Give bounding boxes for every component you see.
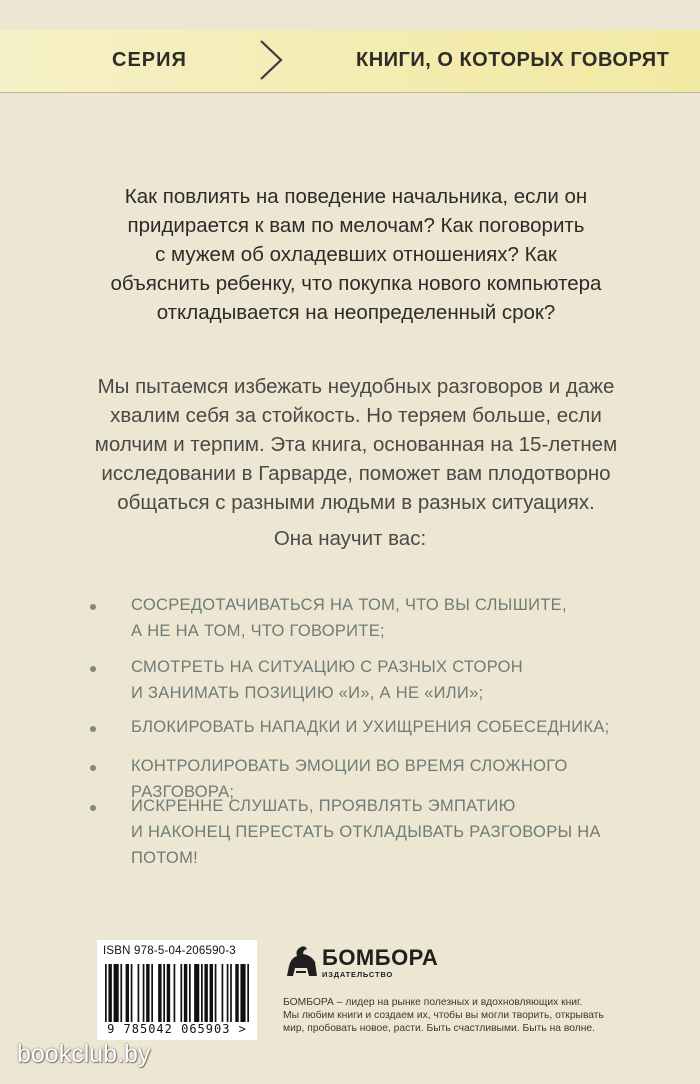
bullet-line: СМОТРЕТЬ НА СИТУАЦИЮ С РАЗНЫХ СТОРОН [131,658,523,676]
body-line: общаться с разными людьми в разных ситуациях. [117,491,595,514]
publisher-description-line: Мы любим книги и создаем их, чтобы вы могли творить, открывать [283,1010,604,1022]
body-line: молчим и терпим. Эта книга, основанная на 15-летнем [94,433,618,456]
lead-line: откладывается на неопределенный срок? [156,301,556,324]
body-line: Мы пытаемся избежать неудобных разговоров и даже [97,375,615,398]
bullet-dot-icon [90,805,96,811]
chevron-right-icon [255,38,285,82]
bullet-line: СОСРЕДОТАЧИВАТЬСЯ НА ТОМ, ЧТО ВЫ СЛЫШИТЕ, [131,596,567,614]
publisher-name: БОМБОРА [322,945,439,970]
lead-line: придирается к вам по мелочам? Как поговорить [127,214,585,237]
bullet-line: И НАКОНЕЦ ПЕРЕСТАТЬ ОТКЛАДЫВАТЬ РАЗГОВОРЫ НА ПОТОМ! [131,823,601,867]
publisher-description-line: мир, пробовать новое, расти. Быть счастливыми. Быть на волне. [283,1023,596,1035]
isbn-label: ISBN 978-5-04-206590-3 [103,945,236,957]
publisher-description-line: БОМБОРА – лидер на рынке полезных и вдохновляющих книг. [283,997,583,1008]
publisher-subtitle: ИЗДАТЕЛЬСТВО [322,970,393,979]
bombora-logo-icon [283,944,319,978]
body-paragraph [86,372,626,517]
lead-line: объяснить ребенку, что покупка нового компьютера [110,272,602,295]
barcode-icon [105,964,249,1022]
barcode-digits: 9 785042 065903 > [107,1022,247,1036]
watermark: bookclub.by [17,1040,151,1068]
bullet-dot-icon [90,604,96,610]
body-line: хвалим себя за стойкость. Но теряем больше, если [110,404,602,427]
bullet-line: А НЕ НА ТОМ, ЧТО ГОВОРИТЕ; [131,622,385,640]
bullet-item [131,654,651,706]
bullet-item [131,793,651,871]
lead-line: с мужем об охладевших отношениях? Как [155,243,557,266]
series-title: КНИГИ, О КОТОРЫХ ГОВОРЯТ [356,49,670,71]
bullet-item [131,592,651,644]
publisher-description [283,996,643,1036]
series-label: СЕРИЯ [112,49,187,71]
isbn-barcode-box [97,940,257,1040]
bullet-dot-icon [90,765,96,771]
bullet-line: И ЗАНИМАТЬ ПОЗИЦИЮ «И», А НЕ «ИЛИ»; [131,684,484,702]
body-line: исследовании в Гарварде, поможет вам плодотворно [101,462,611,485]
bullet-line: КОНТРОЛИРОВАТЬ ЭМОЦИИ ВО ВРЕМЯ СЛОЖНОГО РАЗГОВОРА; [131,757,568,801]
bullet-item [131,714,651,740]
bullet-line: БЛОКИРОВАТЬ НАПАДКИ И УХИЩРЕНИЯ СОБЕСЕДНИКА; [131,718,610,736]
bullet-dot-icon [90,666,96,672]
lead-paragraph [86,182,626,327]
lead-line: Как повлиять на поведение начальника, если он [124,185,588,208]
teaches-heading: Она научит вас: [273,527,427,550]
bullet-line: ИСКРЕННЕ СЛУШАТЬ, ПРОЯВЛЯТЬ ЭМПАТИЮ [131,797,516,815]
bullet-dot-icon [90,726,96,732]
